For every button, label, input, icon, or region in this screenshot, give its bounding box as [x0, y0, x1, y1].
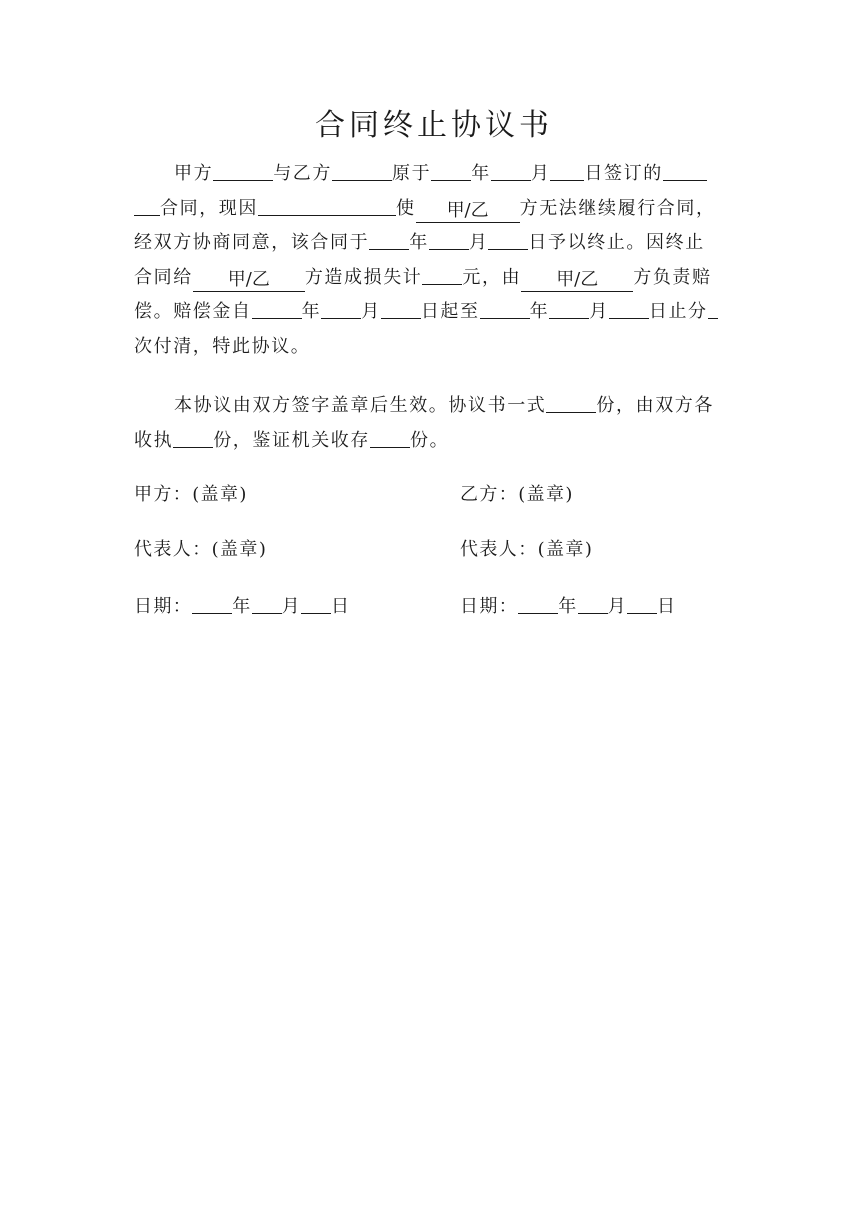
paragraph-line [134, 330, 738, 365]
text-run: 合同给 [134, 266, 193, 288]
party-b-seal-label: 乙方：(盖章) [460, 484, 574, 505]
date-label: 日期： [134, 596, 193, 617]
text-run: 份，鉴证机关收存 [213, 429, 371, 451]
blank-pay-start-month [321, 296, 361, 319]
blank-date-day [627, 591, 657, 614]
text-run: 日止分 [648, 301, 708, 322]
text-run: 日起至 [420, 301, 480, 322]
blank-party-a-name [213, 158, 273, 181]
year-label: 年 [558, 596, 578, 617]
blank-pay-start-year [252, 296, 302, 319]
text-run: 年 [529, 301, 550, 322]
blank-contract-name-cont [134, 193, 160, 216]
year-label: 年 [232, 596, 252, 617]
blank-party-b-name [332, 158, 392, 181]
blank-end-month [429, 227, 469, 250]
party-choice-field: 甲/乙 [416, 200, 520, 223]
text-run: 原于 [392, 163, 432, 184]
representative-b-seal-label: 代表人：(盖章) [460, 539, 594, 560]
blank-end-year [369, 227, 409, 250]
text-run: 甲方 [174, 163, 214, 184]
text-run: 合同，现因 [160, 197, 258, 219]
paragraph-line [134, 261, 738, 296]
text-run: 与乙方 [273, 163, 333, 184]
day-label: 日 [657, 596, 677, 617]
copies-paragraph [134, 389, 738, 458]
text-run: 日签订的 [584, 163, 663, 184]
party-a-date-line [134, 591, 350, 621]
blank-date-year [518, 591, 558, 614]
month-label: 月 [607, 596, 628, 617]
party-choice-field: 甲/乙 [193, 269, 305, 292]
document-title: 合同终止协议书 [315, 108, 553, 143]
text-run: 方造成损失计 [304, 266, 423, 288]
blank-pay-end-year [480, 296, 530, 319]
text-run: 月 [530, 163, 551, 184]
text-run: 使 [396, 197, 416, 219]
blank-pay-end-month [549, 296, 589, 319]
paragraph-line [134, 389, 738, 424]
blank-total-copies [546, 390, 596, 413]
text-run: 年 [301, 301, 322, 322]
paragraph-line [134, 157, 738, 192]
text-run: 次付清，特此协议。 [134, 335, 311, 357]
blank-pay-end-day [609, 296, 649, 319]
text-run: 方负责赔 [633, 266, 712, 288]
blank-contract-name [663, 158, 707, 181]
text-run: 经双方协商同意，该合同于 [134, 232, 370, 253]
text-run: 元，由 [462, 266, 522, 288]
terms-paragraph [134, 157, 738, 364]
text-run: 偿。赔偿金自 [134, 301, 252, 322]
text-run: 月 [468, 232, 489, 253]
text-run: 年 [409, 232, 429, 253]
paragraph-line [134, 295, 738, 330]
blank-sign-year [431, 158, 471, 181]
text-run: 收执 [134, 429, 174, 451]
text-run: 月 [589, 301, 609, 322]
blank-date-month [252, 591, 282, 614]
text-run: 年 [471, 163, 491, 184]
blank-sign-month [491, 158, 531, 181]
date-label: 日期： [460, 596, 519, 617]
blank-date-year [192, 591, 232, 614]
blank-end-day [488, 227, 528, 250]
text-run: 方无法继续履行合同， [519, 197, 716, 219]
text-run: 份，由双方各 [596, 395, 715, 416]
representative-a-seal-label: 代表人：(盖章) [134, 539, 268, 560]
party-a-seal-label: 甲方：(盖章) [134, 484, 248, 505]
party-choice-field: 甲/乙 [521, 269, 633, 292]
blank-copies-each [173, 425, 213, 448]
month-label: 月 [281, 596, 302, 617]
text-run: 本协议由双方签字盖章后生效。协议书一式 [174, 395, 547, 416]
text-run: 日予以终止。因终止 [528, 232, 705, 253]
blank-installments [708, 296, 718, 319]
text-run: 月 [361, 301, 381, 322]
blank-reason [258, 193, 396, 216]
paragraph-line [134, 192, 738, 227]
blank-loss-amount [422, 262, 462, 285]
blank-pay-start-day [381, 296, 421, 319]
day-label: 日 [331, 596, 351, 617]
blank-date-day [301, 591, 331, 614]
party-b-date-line [460, 591, 676, 621]
blank-sign-day [550, 158, 584, 181]
paragraph-line [134, 226, 738, 261]
blank-copies-notary [370, 425, 410, 448]
blank-date-month [578, 591, 608, 614]
text-run: 份。 [410, 429, 450, 451]
paragraph-line [134, 424, 738, 459]
